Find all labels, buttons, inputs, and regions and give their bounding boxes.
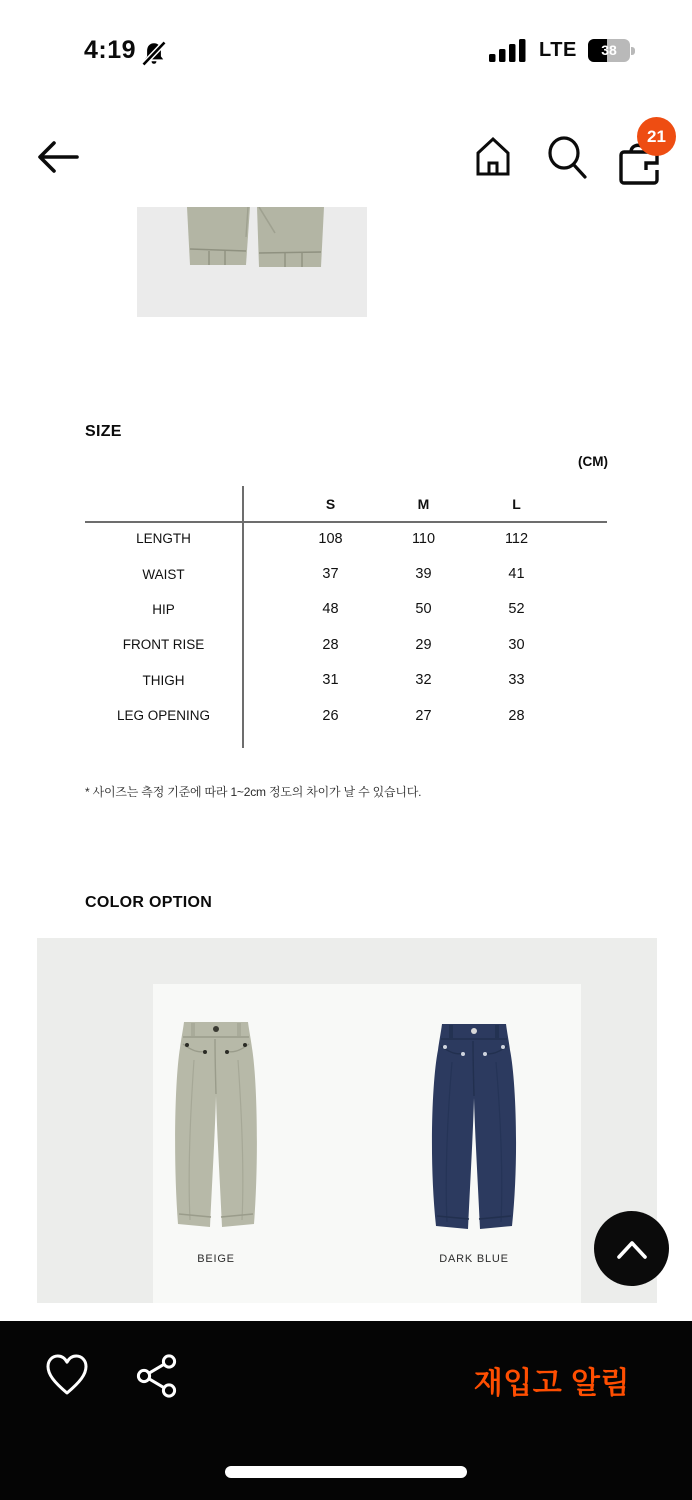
- status-time: 4:19: [84, 36, 137, 64]
- home-icon[interactable]: [474, 136, 512, 178]
- battery-percent: 38: [601, 42, 617, 58]
- col-header-s: S: [325, 496, 336, 512]
- size-note: * 사이즈는 측정 기준에 따라 1~2cm 정도의 차이가 날 수 있습니다.: [85, 785, 422, 799]
- col-header-l: L: [512, 496, 521, 512]
- search-icon[interactable]: [545, 134, 589, 180]
- pants-image-beige: [154, 1018, 278, 1236]
- color-option-section: [37, 938, 657, 1303]
- color-label-darkblue: DARK BLUE: [439, 1253, 509, 1265]
- heart-icon[interactable]: [44, 1353, 90, 1397]
- share-icon[interactable]: [134, 1353, 180, 1399]
- bottom-action-bar: [0, 1321, 692, 1500]
- pants-image-darkblue: [412, 1020, 536, 1238]
- color-option-title: COLOR OPTION: [85, 894, 213, 911]
- table-row: FRONT RISE 28 29 30: [122, 636, 525, 653]
- chevron-up-icon: [611, 1235, 653, 1263]
- network-type: LTE: [539, 39, 577, 61]
- size-table-header: [85, 487, 607, 521]
- battery-icon: [588, 39, 638, 62]
- table-row: LENGTH 108 110 112: [136, 530, 529, 547]
- bell-muted-icon: [140, 40, 168, 68]
- product-image-partial[interactable]: [137, 207, 367, 317]
- table-divider-line: [242, 486, 244, 748]
- restock-alert-button[interactable]: 재입고 알림: [474, 1358, 630, 1402]
- battery-cap: [631, 47, 635, 55]
- size-section-title: SIZE: [85, 423, 122, 440]
- signal-icon: [489, 38, 529, 62]
- color-label-beige: BEIGE: [197, 1253, 235, 1265]
- table-row: THIGH 31 32 33: [142, 672, 525, 689]
- table-row: LEG OPENING 26 27 28: [116, 707, 525, 724]
- col-header-m: M: [417, 496, 430, 512]
- cart-badge[interactable]: 21: [637, 117, 676, 156]
- scroll-to-top-button[interactable]: [594, 1211, 669, 1286]
- table-header-rule: [85, 521, 607, 523]
- size-unit: (CM): [578, 454, 608, 469]
- home-indicator[interactable]: [225, 1466, 467, 1478]
- table-row: HIP 48 50 52: [152, 601, 525, 618]
- size-table: [85, 487, 607, 733]
- table-row: WAIST 37 39 41: [142, 566, 525, 583]
- back-button[interactable]: [33, 135, 81, 179]
